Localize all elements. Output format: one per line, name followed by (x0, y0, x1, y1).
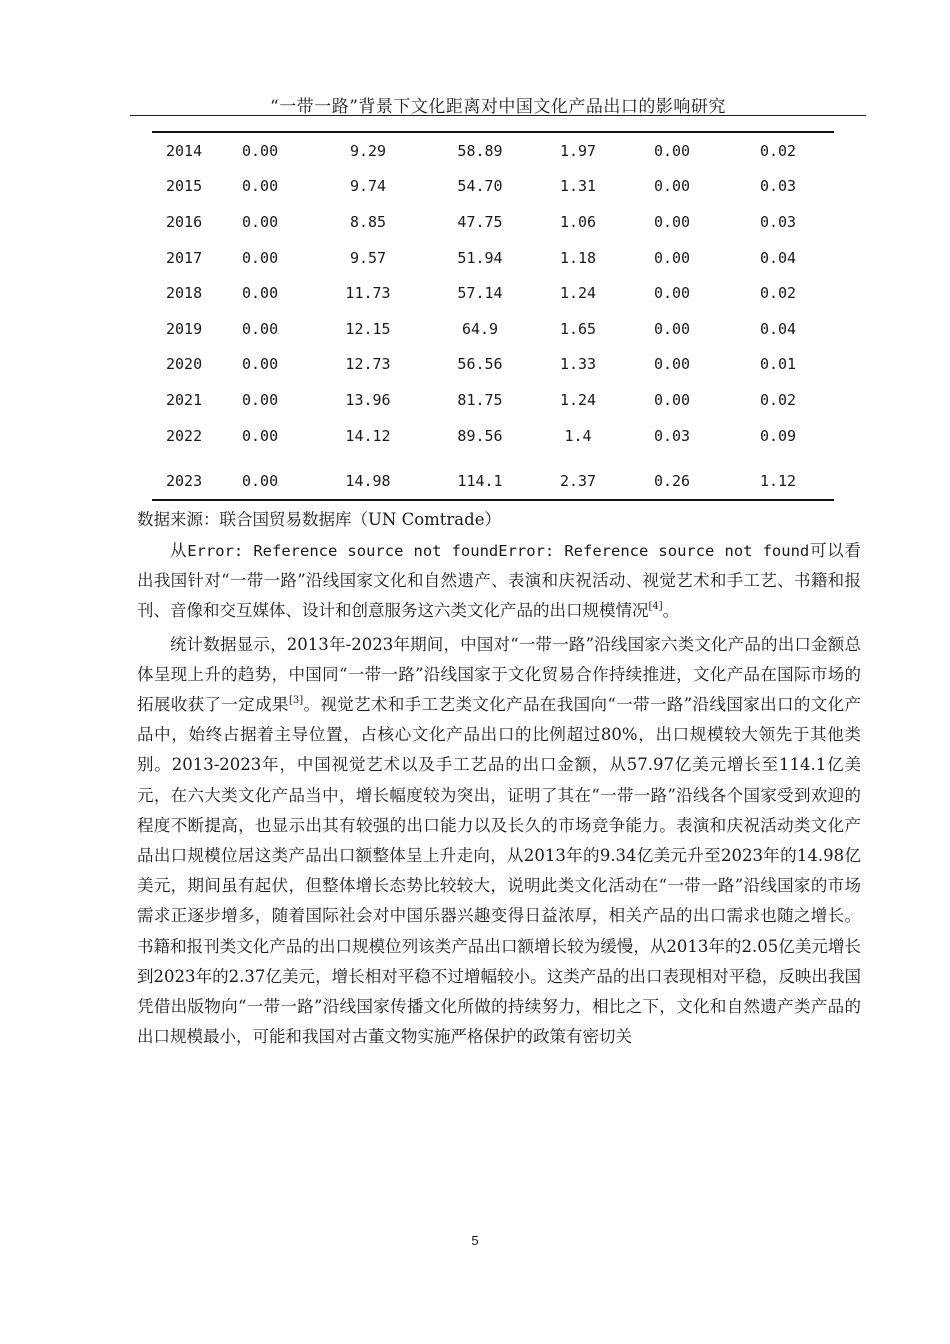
header-rule (130, 115, 866, 116)
value-cell: 0.00 (242, 390, 279, 409)
year-cell: 2018 (166, 284, 203, 303)
paragraph-2 (137, 630, 861, 1053)
paragraph-2-part-1: 统计数据显示，2013年-2023年期间，中国对“一带一路”沿线国家六类文化产品的出口金额总体呈现上升的趋势，中国同“一带一路”沿线国家于文化贸易合作持续推进，文化产品在国际市场的拓展收获了一定成果 (137, 634, 861, 715)
value-cell: 0.00 (242, 141, 279, 160)
table-row (152, 453, 834, 499)
year-cell: 2020 (166, 355, 203, 374)
value-cell: 0.00 (653, 212, 691, 231)
paragraph-1-lead: 从 (170, 541, 188, 560)
year-cell: 2023 (166, 471, 203, 490)
value-cell: 1.24 (559, 390, 597, 409)
value-cell: 0.26 (653, 471, 691, 490)
value-cell: 1.33 (559, 355, 597, 374)
value-cell: 0.03 (759, 212, 797, 231)
value-cell: 9.29 (349, 141, 387, 160)
table-row (152, 240, 834, 276)
citation-3[interactable]: [3] (288, 695, 304, 707)
running-header: “一带一路”背景下文化距离对中国文化产品出口的影响研究 (270, 97, 726, 117)
value-cell: 0.00 (242, 177, 279, 196)
value-cell: 0.00 (653, 355, 691, 374)
value-cell: 0.00 (653, 284, 691, 303)
page-number: 5 (471, 1233, 479, 1248)
value-cell: 0.00 (653, 177, 691, 196)
year-cell: 2022 (166, 426, 203, 445)
value-cell: 0.09 (759, 426, 797, 445)
table-row (152, 275, 834, 311)
value-cell: 0.04 (759, 248, 797, 267)
value-cell: 51.94 (457, 248, 503, 267)
data-table (152, 133, 834, 499)
value-cell: 8.85 (349, 212, 387, 231)
table-row (152, 382, 834, 418)
value-cell: 0.00 (242, 471, 279, 490)
value-cell: 1.24 (559, 284, 597, 303)
value-cell: 0.00 (653, 248, 691, 267)
table-row (152, 347, 834, 383)
year-cell: 2015 (166, 177, 203, 196)
paragraph-1 (137, 536, 861, 627)
value-cell: 0.03 (653, 426, 691, 445)
table-row (152, 418, 834, 454)
year-cell: 2021 (166, 390, 203, 409)
value-cell: 54.70 (457, 177, 503, 196)
table-row (152, 311, 834, 347)
value-cell: 0.03 (759, 177, 797, 196)
value-cell: 0.00 (242, 319, 279, 338)
value-cell: 12.15 (345, 319, 391, 338)
value-cell: 0.00 (242, 355, 279, 374)
value-cell: 0.00 (242, 426, 279, 445)
value-cell: 1.31 (559, 177, 597, 196)
table-row (152, 204, 834, 240)
value-cell: 0.01 (759, 355, 797, 374)
paragraph-1-end: 。 (662, 601, 680, 621)
reference-error: Error: Reference source not foundError: Reference source not found (187, 542, 810, 560)
table-row (152, 133, 834, 169)
value-cell: 58.89 (457, 141, 503, 160)
paragraph-2-part-2: 。视觉艺术和手工艺类文化产品在我国向“一带一路”沿线国家出口的文化产品中，始终占据着主导位置，占核心文化产品出口的比例超过80%，出口规模较大领先于其他类别。2013-2023年，中国视觉艺术以及手工艺品的出口金额，从57.97亿美元增长至114.1亿美元，在六大类文化产品当中，增长幅度较为突出，证明了其在“一带一路”沿线各个国家受到欢迎的程度不断提高，也显示出其有较强的出口能力以及长久的市场竞争能力。表演和庆祝活动类文化产品出口规模位居这类产品出口额整体呈上升走向，从2013年的9.34亿美元升至2023年的14.98亿美元，期间虽有起伏，但整体增长态势比较较大，说明此类文化活动在“一带一路”沿线国家的市场需求正逐步增多，随着国际社会对中国乐器兴趣变得日益浓厚，相关产品的出口需求也随之增长。书籍和报刊类文化产品的出口规模位列该类产品出口额增长较为缓慢，从2013年的2.05亿美元增长到2023年的2.37亿美元，增长相对平稳不过增幅较小。这类产品的出口表现相对平稳，反映出我国凭借出版物向“一带一路”沿线国家传播文化所做的持续努力，相比之下，文化和自然遗产类产品的出口规模最小，可能和我国对古董文物实施严格保护的政策有密切关 (137, 695, 862, 1047)
value-cell: 89.56 (457, 426, 503, 445)
value-cell: 14.12 (345, 426, 391, 445)
value-cell: 0.00 (653, 141, 691, 160)
value-cell: 9.57 (349, 248, 387, 267)
table-row (152, 169, 834, 205)
value-cell: 0.00 (242, 248, 279, 267)
value-cell: 1.18 (559, 248, 597, 267)
value-cell: 0.02 (759, 390, 797, 409)
year-cell: 2019 (166, 319, 203, 338)
value-cell: 64.9 (461, 319, 499, 338)
value-cell: 114.1 (457, 471, 503, 490)
value-cell: 0.04 (759, 319, 797, 338)
value-cell: 1.4 (564, 426, 592, 445)
value-cell: 1.65 (559, 319, 597, 338)
value-cell: 1.97 (559, 141, 597, 160)
value-cell: 0.00 (653, 390, 691, 409)
value-cell: 0.00 (653, 319, 691, 338)
value-cell: 0.00 (242, 212, 279, 231)
table-bottom-rule (152, 499, 834, 501)
year-cell: 2016 (166, 212, 203, 231)
year-cell: 2014 (166, 141, 203, 160)
value-cell: 57.14 (457, 284, 503, 303)
value-cell: 1.12 (759, 471, 797, 490)
value-cell: 0.02 (759, 284, 797, 303)
value-cell: 12.73 (345, 355, 391, 374)
value-cell: 14.98 (345, 471, 391, 490)
value-cell: 81.75 (457, 390, 503, 409)
value-cell: 2.37 (559, 471, 597, 490)
value-cell: 0.00 (242, 284, 279, 303)
citation-4[interactable]: [4] (648, 601, 663, 613)
value-cell: 13.96 (345, 390, 391, 409)
source-note: 数据来源：联合国贸易数据库（UN Comtrade） (137, 510, 501, 529)
paragraph-1-text: 可以看出我国针对“一带一路”沿线国家文化和自然遗产、表演和庆祝活动、视觉艺术和手工艺、书籍和报刊、音像和交互媒体、设计和创意服务这六类文化产品的出口规模情况 (137, 541, 862, 621)
value-cell: 9.74 (349, 177, 387, 196)
value-cell: 11.73 (345, 284, 391, 303)
value-cell: 1.06 (559, 212, 597, 231)
value-cell: 0.02 (759, 141, 797, 160)
body-text (137, 536, 861, 1055)
value-cell: 47.75 (457, 212, 503, 231)
year-cell: 2017 (166, 248, 203, 267)
value-cell: 56.56 (457, 355, 503, 374)
